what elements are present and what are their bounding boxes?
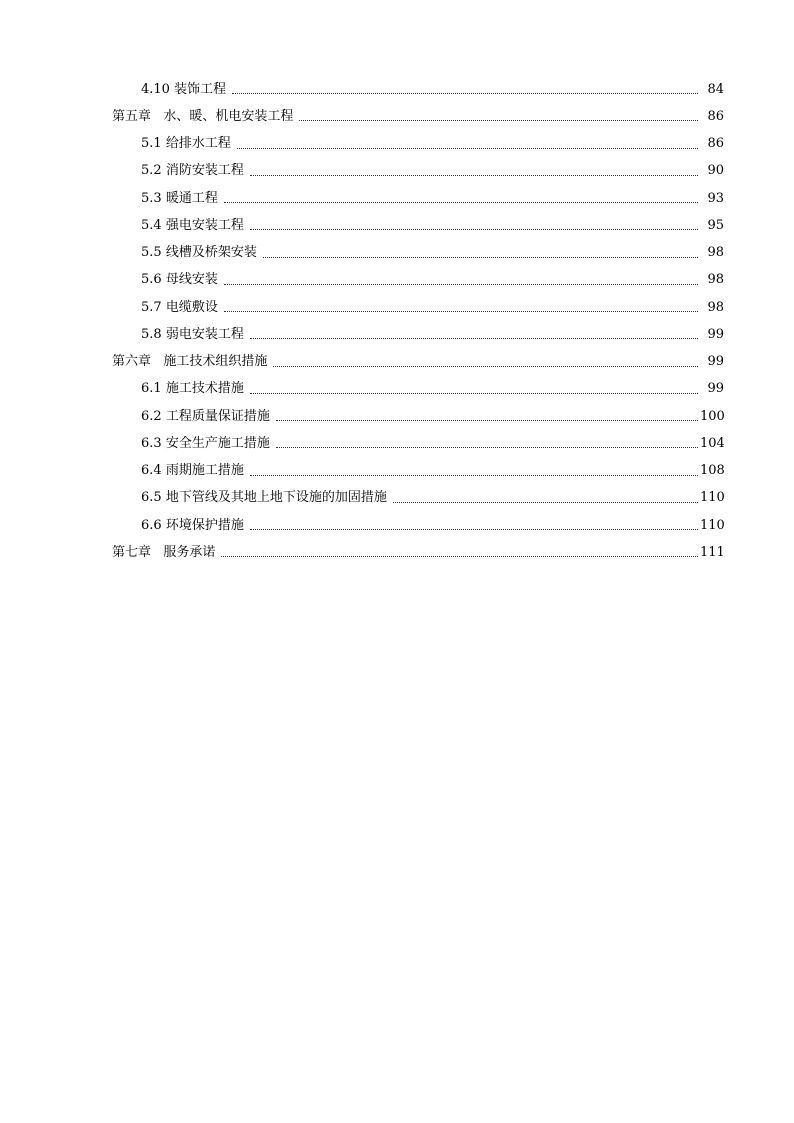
dot-leader: [273, 366, 698, 367]
toc-entry-title: 环境保护措施: [165, 517, 244, 533]
toc-entry-page: 93: [707, 190, 724, 206]
toc-entry-number: 4.10: [141, 81, 175, 97]
toc-entry-page: 108: [700, 463, 725, 479]
dot-leader: [224, 311, 698, 312]
toc-entry-title: 雨期施工措施: [165, 463, 244, 479]
toc-entry-5-3[interactable]: [0, 185, 794, 212]
toc-entry-page: 98: [707, 272, 724, 288]
toc-entry-number: 6.1: [141, 381, 166, 397]
toc-entry-page: 111: [700, 544, 725, 560]
toc-entry-number: 5.6: [141, 272, 166, 288]
toc-entry-chapter-5[interactable]: [0, 103, 794, 130]
toc-entry-title: 装饰工程: [174, 81, 227, 97]
toc-entry-number: 6.6: [141, 517, 166, 533]
toc-entry-page: 104: [700, 435, 725, 451]
toc-entry-number: 6.3: [141, 435, 166, 451]
toc-entry-4-10[interactable]: [0, 76, 794, 103]
toc-entry-page: 98: [707, 299, 724, 315]
toc-entry-page: 84: [707, 81, 724, 97]
toc-entry-title: 施工技术组织措施: [151, 354, 268, 370]
toc-entry-number: 第六章: [112, 354, 152, 370]
toc-entry-5-1[interactable]: [0, 131, 794, 158]
toc-entry-5-7[interactable]: [0, 294, 794, 321]
toc-entry-6-1[interactable]: [0, 376, 794, 403]
toc-entry-title: 工程质量保证措施: [165, 408, 270, 424]
toc-entry-number: 第五章: [112, 108, 152, 124]
toc-entry-6-4[interactable]: [0, 458, 794, 485]
toc-entry-number: 6.2: [141, 408, 166, 424]
toc-entry-title: 水、暖、机电安装工程: [151, 108, 294, 124]
table-of-contents: [0, 76, 794, 567]
toc-entry-title: 线槽及桥架安装: [165, 245, 257, 261]
toc-entry-number: 5.7: [141, 299, 166, 315]
toc-entry-title: 弱电安装工程: [165, 326, 244, 342]
toc-entry-5-8[interactable]: [0, 321, 794, 348]
toc-entry-title: 服务承诺: [151, 544, 216, 560]
toc-entry-5-4[interactable]: [0, 212, 794, 239]
toc-entry-page: 90: [707, 163, 724, 179]
dot-leader: [224, 284, 698, 285]
toc-entry-page: 99: [707, 354, 724, 370]
toc-entry-chapter-7[interactable]: [0, 539, 794, 566]
toc-entry-6-5[interactable]: [0, 485, 794, 512]
toc-entry-title: 给排水工程: [165, 136, 231, 152]
toc-entry-number: 5.8: [141, 326, 166, 342]
toc-entry-5-2[interactable]: [0, 158, 794, 185]
dot-leader: [232, 93, 698, 94]
dot-leader: [299, 120, 698, 121]
toc-entry-title: 施工技术措施: [165, 381, 244, 397]
toc-entry-number: 5.5: [141, 245, 166, 261]
toc-entry-title: 强电安装工程: [165, 217, 244, 233]
toc-entry-6-2[interactable]: [0, 403, 794, 430]
toc-entry-page: 99: [707, 381, 724, 397]
toc-entry-page: 99: [707, 326, 724, 342]
toc-entry-title: 消防安装工程: [165, 163, 244, 179]
toc-entry-page: 100: [700, 408, 725, 424]
toc-entry-title: 母线安装: [165, 272, 218, 288]
toc-entry-page: 95: [707, 217, 724, 233]
dot-leader: [221, 556, 698, 557]
toc-entry-number: 5.1: [141, 136, 166, 152]
toc-entry-number: 6.5: [141, 490, 166, 506]
toc-entry-title: 暖通工程: [165, 190, 218, 206]
toc-entry-number: 5.4: [141, 217, 166, 233]
toc-entry-number: 第七章: [112, 544, 152, 560]
dot-leader: [276, 420, 698, 421]
toc-entry-number: 6.4: [141, 463, 166, 479]
dot-leader: [250, 175, 698, 176]
toc-entry-page: 110: [700, 517, 725, 533]
toc-entry-5-6[interactable]: [0, 267, 794, 294]
dot-leader: [237, 148, 698, 149]
toc-entry-title: 安全生产施工措施: [165, 435, 270, 451]
dot-leader: [250, 529, 698, 530]
dot-leader: [250, 338, 698, 339]
toc-entry-6-3[interactable]: [0, 430, 794, 457]
toc-entry-title: 地下管线及其地上地下设施的加固措施: [165, 490, 387, 506]
dot-leader: [250, 229, 698, 230]
toc-entry-6-6[interactable]: [0, 512, 794, 539]
dot-leader: [276, 447, 698, 448]
toc-entry-page: 86: [707, 108, 724, 124]
toc-entry-page: 110: [700, 490, 725, 506]
toc-entry-5-5[interactable]: [0, 240, 794, 267]
toc-entry-number: 5.3: [141, 190, 166, 206]
dot-leader: [224, 202, 698, 203]
toc-entry-number: 5.2: [141, 163, 166, 179]
dot-leader: [250, 475, 698, 476]
toc-entry-page: 98: [707, 245, 724, 261]
toc-entry-title: 电缆敷设: [165, 299, 218, 315]
dot-leader: [393, 502, 698, 503]
dot-leader: [250, 393, 698, 394]
dot-leader: [263, 257, 698, 258]
toc-entry-page: 86: [707, 136, 724, 152]
toc-entry-chapter-6[interactable]: [0, 349, 794, 376]
